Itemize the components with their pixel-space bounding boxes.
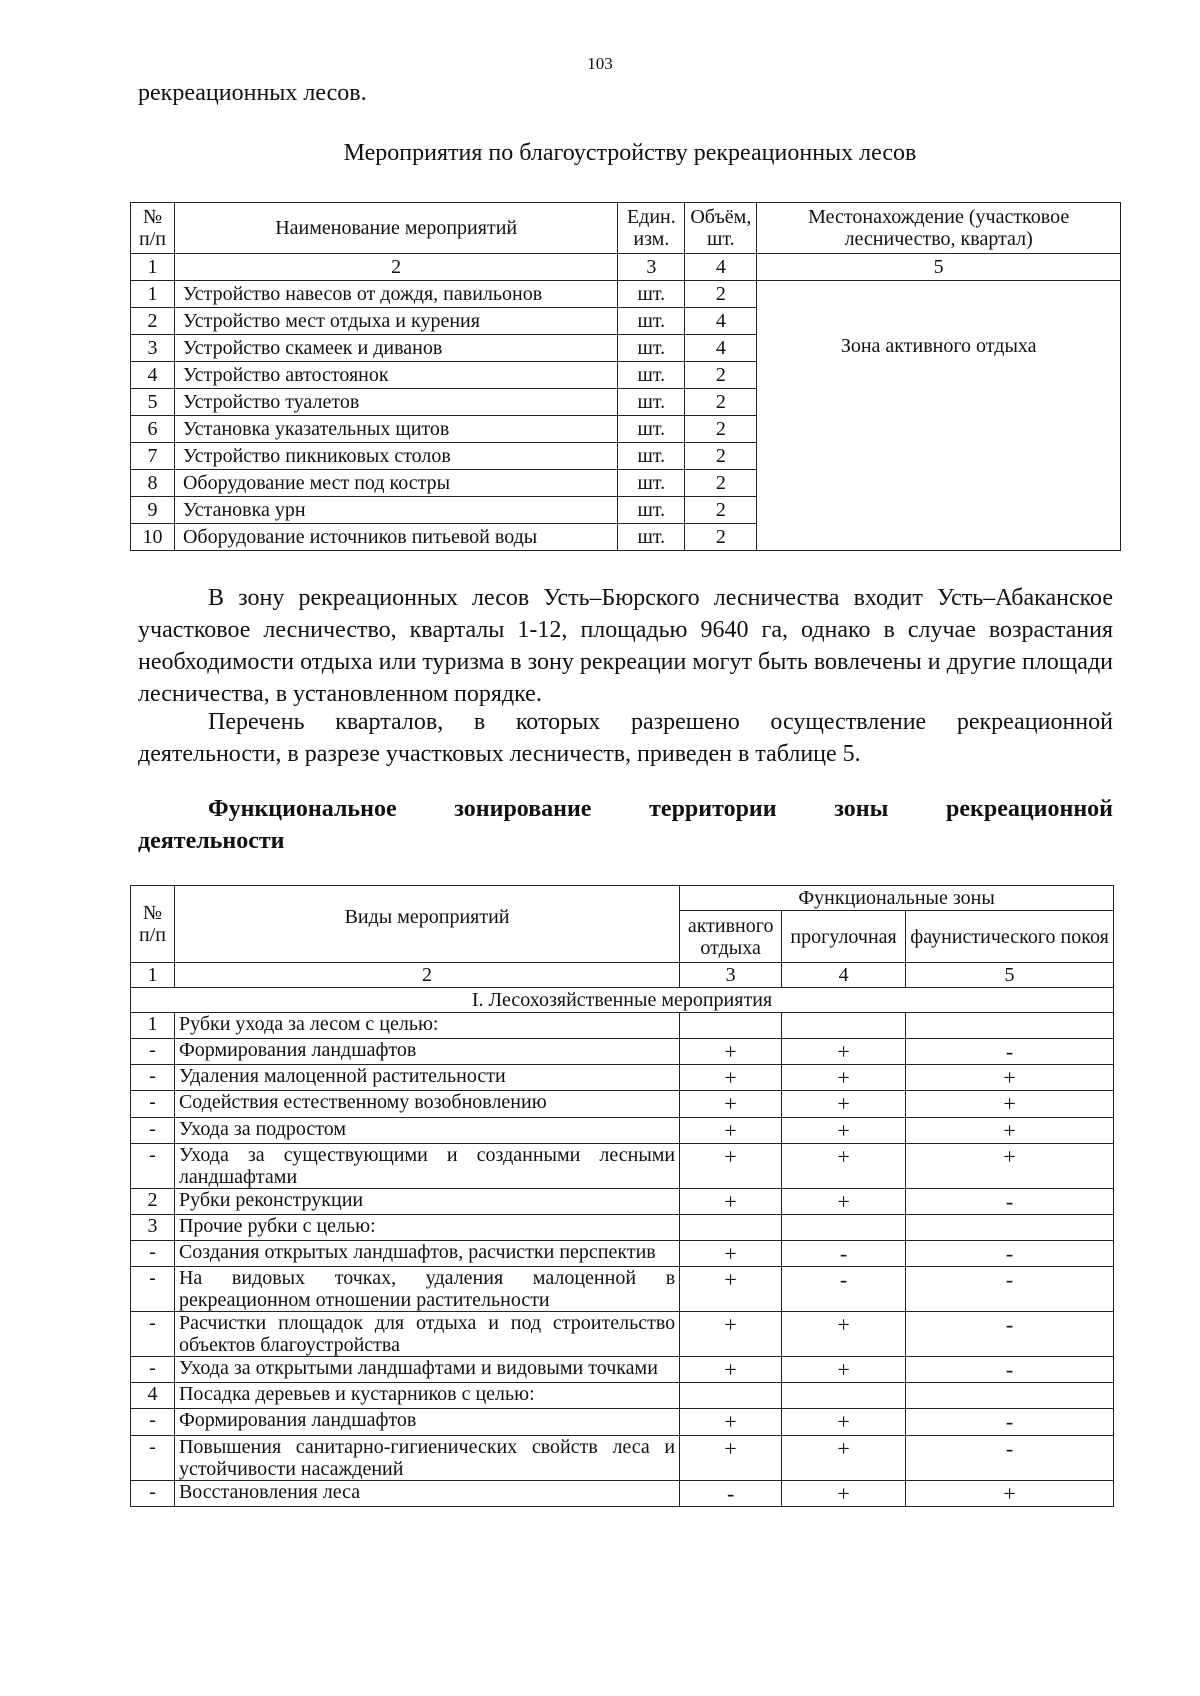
mark-zone-active: + xyxy=(680,1267,782,1312)
row-name: Оборудование мест под костры xyxy=(174,470,617,497)
mark-zone-walk: + xyxy=(782,1188,906,1214)
row-activity: Рубки ухода за лесом с целью: xyxy=(174,1013,679,1039)
functional-zoning-table xyxy=(130,885,1114,1507)
row-unit: шт. xyxy=(618,308,685,335)
col-number: 1 xyxy=(131,963,175,988)
mark-zone-active: + xyxy=(680,1435,782,1480)
row-num: 10 xyxy=(131,524,175,551)
table-row xyxy=(131,1143,1114,1188)
row-activity: Создания открытых ландшафтов, расчистки перспектив xyxy=(174,1240,679,1266)
col-number: 3 xyxy=(680,963,782,988)
table1-title: Мероприятия по благоустройству рекреационных лесов xyxy=(343,140,917,166)
mark-zone-fauna: + xyxy=(906,1065,1114,1091)
header-num: № п/п xyxy=(131,886,175,963)
header-num: № п/п xyxy=(131,203,175,254)
mark-zone-walk: + xyxy=(782,1039,906,1065)
row-unit: шт. xyxy=(618,470,685,497)
row-num: - xyxy=(131,1357,175,1383)
location-cell: Зона активного отдыха xyxy=(757,281,1121,551)
row-activity: Повышения санитарно-гигиенических свойств леса и устойчивости насаждений xyxy=(174,1435,679,1480)
table-row xyxy=(131,1267,1114,1312)
table-row xyxy=(131,1117,1114,1143)
row-num: - xyxy=(131,1240,175,1266)
table-row xyxy=(131,1188,1114,1214)
row-activity: Ухода за подростом xyxy=(174,1117,679,1143)
table-row xyxy=(131,1480,1114,1506)
header-zone-walk: прогулочная xyxy=(782,911,906,963)
paragraph-quarters-list: Перечень кварталов, в которых разрешено осуществление рекреационной деятельности, в разрезе участковых лесничеств, приведен в таблице 5. xyxy=(138,709,1113,767)
row-activity: На видовых точках, удаления малоценной в рекреационном отношении растительности xyxy=(174,1267,679,1312)
row-num: 1 xyxy=(131,281,175,308)
mark-zone-walk: + xyxy=(782,1480,906,1506)
continuation-text: рекреационных лесов. xyxy=(138,80,367,106)
mark-zone-walk: + xyxy=(782,1312,906,1357)
row-num: - xyxy=(131,1409,175,1435)
mark-zone-walk: - xyxy=(782,1267,906,1312)
row-unit: шт. xyxy=(618,281,685,308)
row-num: - xyxy=(131,1039,175,1065)
row-activity: Формирования ландшафтов xyxy=(174,1409,679,1435)
row-volume: 4 xyxy=(685,308,757,335)
mark-zone-fauna: + xyxy=(906,1117,1114,1143)
row-activity: Ухода за существующими и созданными лесными ландшафтами xyxy=(174,1143,679,1188)
row-num: - xyxy=(131,1117,175,1143)
mark-zone-fauna: - xyxy=(906,1312,1114,1357)
mark-zone-fauna xyxy=(906,1383,1114,1409)
paragraph-recreation-zone: В зону рекреационных лесов Усть–Бюрского лесничества входит Усть–Абаканское участковое лесничество, кварталы 1-12, площадью 9640 га, однако в случае возрастания необходимости отдыха или туризма в зону рекреации могут быть вовлечены и другие площади лесничества, в установленном порядке. xyxy=(138,585,1113,707)
mark-zone-active: + xyxy=(680,1143,782,1188)
row-num: 2 xyxy=(131,1188,175,1214)
mark-zone-fauna xyxy=(906,1013,1114,1039)
mark-zone-walk xyxy=(782,1214,906,1240)
mark-zone-fauna: - xyxy=(906,1409,1114,1435)
mark-zone-fauna: - xyxy=(906,1240,1114,1266)
table-row xyxy=(131,1383,1114,1409)
row-num: 4 xyxy=(131,362,175,389)
mark-zone-active: + xyxy=(680,1039,782,1065)
table-row xyxy=(131,281,1121,308)
mark-zone-fauna: + xyxy=(906,1091,1114,1117)
row-unit: шт. xyxy=(618,335,685,362)
mark-zone-walk: + xyxy=(782,1091,906,1117)
row-num: - xyxy=(131,1435,175,1480)
row-volume: 2 xyxy=(685,389,757,416)
row-num: - xyxy=(131,1143,175,1188)
mark-zone-active xyxy=(680,1383,782,1409)
row-volume: 4 xyxy=(685,335,757,362)
row-volume: 2 xyxy=(685,524,757,551)
mark-zone-active: - xyxy=(680,1480,782,1506)
row-unit: шт. xyxy=(618,443,685,470)
header-name: Наименование мероприятий xyxy=(174,203,617,254)
row-num: 3 xyxy=(131,335,175,362)
table-row xyxy=(131,1240,1114,1266)
mark-zone-walk: - xyxy=(782,1240,906,1266)
header-zone-fauna: фаунистического покоя xyxy=(906,911,1114,963)
row-name: Устройство скамеек и диванов xyxy=(174,335,617,362)
row-volume: 2 xyxy=(685,443,757,470)
table-row xyxy=(131,1214,1114,1240)
row-num: 7 xyxy=(131,443,175,470)
table-row xyxy=(131,1435,1114,1480)
mark-zone-fauna: - xyxy=(906,1039,1114,1065)
row-unit: шт. xyxy=(618,362,685,389)
row-activity: Удаления малоценной растительности xyxy=(174,1065,679,1091)
row-name: Установка урн xyxy=(174,497,617,524)
row-num: 9 xyxy=(131,497,175,524)
row-num: 3 xyxy=(131,1214,175,1240)
row-name: Устройство мест отдыха и курения xyxy=(174,308,617,335)
mark-zone-fauna: - xyxy=(906,1188,1114,1214)
row-num: 6 xyxy=(131,416,175,443)
row-volume: 2 xyxy=(685,470,757,497)
mark-zone-walk: + xyxy=(782,1435,906,1480)
mark-zone-fauna: + xyxy=(906,1143,1114,1188)
row-volume: 2 xyxy=(685,362,757,389)
header-unit: Един. изм. xyxy=(618,203,685,254)
table-row xyxy=(131,1409,1114,1435)
row-name: Устройство автостоянок xyxy=(174,362,617,389)
row-num: - xyxy=(131,1065,175,1091)
col-number: 2 xyxy=(174,963,679,988)
mark-zone-walk: + xyxy=(782,1357,906,1383)
mark-zone-walk: + xyxy=(782,1117,906,1143)
page-number: 103 xyxy=(587,54,613,73)
table2-title: Функциональное зонирование территории зоны рекреационной деятельности xyxy=(138,796,1113,854)
row-unit: шт. xyxy=(618,389,685,416)
mark-zone-active: + xyxy=(680,1240,782,1266)
row-activity: Восстановления леса xyxy=(174,1480,679,1506)
section-header: I. Лесохозяйственные мероприятия xyxy=(131,988,1114,1013)
col-number: 4 xyxy=(685,254,757,281)
mark-zone-active xyxy=(680,1013,782,1039)
row-num: 5 xyxy=(131,389,175,416)
header-location: Местонахождение (участковое лесничество, квартал) xyxy=(757,203,1121,254)
mark-zone-walk xyxy=(782,1013,906,1039)
header-activity: Виды мероприятий xyxy=(174,886,679,963)
row-num: 1 xyxy=(131,1013,175,1039)
mark-zone-fauna: - xyxy=(906,1435,1114,1480)
mark-zone-fauna: + xyxy=(906,1480,1114,1506)
table-row xyxy=(131,1039,1114,1065)
mark-zone-active: + xyxy=(680,1091,782,1117)
row-num: - xyxy=(131,1480,175,1506)
row-name: Устройство туалетов xyxy=(174,389,617,416)
mark-zone-active: + xyxy=(680,1357,782,1383)
row-activity: Расчистки площадок для отдыха и под строительство объектов благоустройства xyxy=(174,1312,679,1357)
mark-zone-walk: + xyxy=(782,1143,906,1188)
row-num: - xyxy=(131,1267,175,1312)
mark-zone-walk: + xyxy=(782,1409,906,1435)
row-unit: шт. xyxy=(618,416,685,443)
table-row xyxy=(131,1357,1114,1383)
col-number: 2 xyxy=(174,254,617,281)
row-num: - xyxy=(131,1091,175,1117)
row-num: 4 xyxy=(131,1383,175,1409)
row-num: 2 xyxy=(131,308,175,335)
row-activity: Прочие рубки с целью: xyxy=(174,1214,679,1240)
table-row xyxy=(131,1013,1114,1039)
row-activity: Содействия естественному возобновлению xyxy=(174,1091,679,1117)
row-unit: шт. xyxy=(618,497,685,524)
row-unit: шт. xyxy=(618,524,685,551)
col-number: 1 xyxy=(131,254,175,281)
mark-zone-walk xyxy=(782,1383,906,1409)
row-volume: 2 xyxy=(685,281,757,308)
mark-zone-active: + xyxy=(680,1117,782,1143)
table-row xyxy=(131,1065,1114,1091)
table-row xyxy=(131,1312,1114,1357)
row-volume: 2 xyxy=(685,416,757,443)
row-name: Устройство навесов от дождя, павильонов xyxy=(174,281,617,308)
mark-zone-fauna: - xyxy=(906,1267,1114,1312)
header-zones: Функциональные зоны xyxy=(680,886,1114,911)
row-activity: Ухода за открытыми ландшафтами и видовыми точками xyxy=(174,1357,679,1383)
col-number: 5 xyxy=(757,254,1121,281)
col-number: 3 xyxy=(618,254,685,281)
mark-zone-fauna: - xyxy=(906,1357,1114,1383)
mark-zone-active: + xyxy=(680,1409,782,1435)
row-activity: Формирования ландшафтов xyxy=(174,1039,679,1065)
header-volume: Объём, шт. xyxy=(685,203,757,254)
mark-zone-active: + xyxy=(680,1188,782,1214)
table-row xyxy=(131,1091,1114,1117)
mark-zone-walk: + xyxy=(782,1065,906,1091)
mark-zone-fauna xyxy=(906,1214,1114,1240)
col-number: 4 xyxy=(782,963,906,988)
row-num: - xyxy=(131,1312,175,1357)
row-name: Установка указательных щитов xyxy=(174,416,617,443)
header-zone-active: активного отдыха xyxy=(680,911,782,963)
col-number: 5 xyxy=(906,963,1114,988)
mark-zone-active: + xyxy=(680,1312,782,1357)
row-activity: Посадка деревьев и кустарников с целью: xyxy=(174,1383,679,1409)
mark-zone-active: + xyxy=(680,1065,782,1091)
row-activity: Рубки реконструкции xyxy=(174,1188,679,1214)
row-volume: 2 xyxy=(685,497,757,524)
row-name: Оборудование источников питьевой воды xyxy=(174,524,617,551)
row-name: Устройство пикниковых столов xyxy=(174,443,617,470)
improvement-measures-table xyxy=(130,202,1121,551)
mark-zone-active xyxy=(680,1214,782,1240)
row-num: 8 xyxy=(131,470,175,497)
